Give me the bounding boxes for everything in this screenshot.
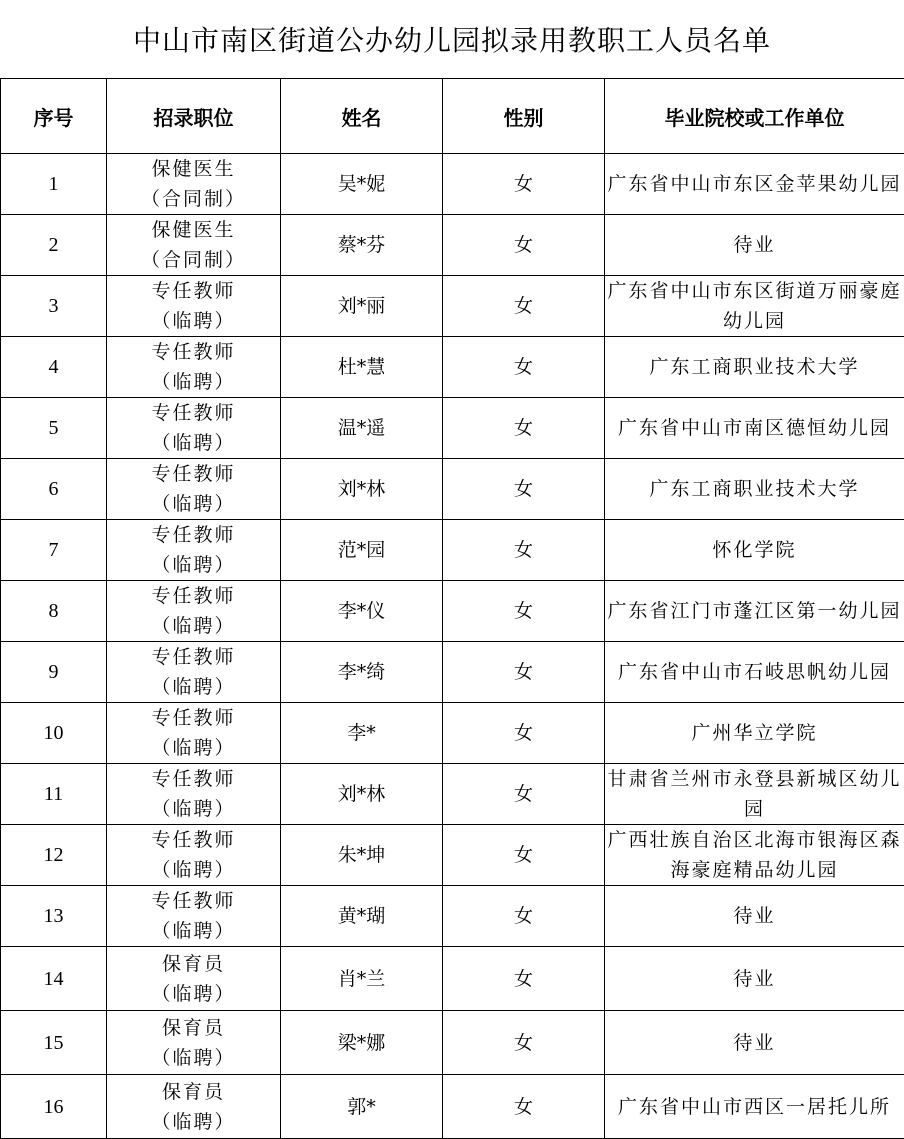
position-cell xyxy=(107,825,281,886)
table-row xyxy=(1,1011,904,1075)
position-title: 专任教师 xyxy=(109,459,278,489)
row-number: 5 xyxy=(1,398,107,459)
person-name: 肖*兰 xyxy=(281,947,443,1011)
contract-type: （临聘） xyxy=(109,306,278,336)
page-title: 中山市南区街道公办幼儿园拟录用教职工人员名单 xyxy=(0,0,904,78)
header-gender: 性别 xyxy=(443,79,605,154)
position-title: 保健医生 xyxy=(109,154,278,184)
person-name: 刘*丽 xyxy=(281,276,443,337)
gender-cell: 女 xyxy=(443,703,605,764)
school-cell: 怀化学院 xyxy=(605,520,904,581)
table-row xyxy=(1,520,904,581)
position-cell xyxy=(107,703,281,764)
position-title: 保育员 xyxy=(109,1013,278,1043)
position-title: 专任教师 xyxy=(109,825,278,855)
school-cell: 广东省江门市蓬江区第一幼儿园 xyxy=(605,581,904,642)
table-row xyxy=(1,215,904,276)
row-number: 6 xyxy=(1,459,107,520)
gender-cell: 女 xyxy=(443,276,605,337)
position-title: 专任教师 xyxy=(109,337,278,367)
position-cell xyxy=(107,520,281,581)
person-name: 杜*慧 xyxy=(281,337,443,398)
table-row xyxy=(1,459,904,520)
row-number: 13 xyxy=(1,886,107,947)
person-name: 梁*娜 xyxy=(281,1011,443,1075)
position-cell xyxy=(107,154,281,215)
contract-type: （合同制） xyxy=(109,184,278,214)
gender-cell: 女 xyxy=(443,947,605,1011)
school-cell: 甘肃省兰州市永登县新城区幼儿园 xyxy=(605,764,904,825)
table-row xyxy=(1,825,904,886)
position-title: 专任教师 xyxy=(109,886,278,916)
gender-cell: 女 xyxy=(443,398,605,459)
position-cell xyxy=(107,581,281,642)
gender-cell: 女 xyxy=(443,642,605,703)
row-number: 7 xyxy=(1,520,107,581)
person-name: 刘*林 xyxy=(281,764,443,825)
header-position: 招录职位 xyxy=(107,79,281,154)
contract-type: （临聘） xyxy=(109,367,278,397)
school-cell: 广东工商职业技术大学 xyxy=(605,337,904,398)
school-cell: 广西壮族自治区北海市银海区森海豪庭精品幼儿园 xyxy=(605,825,904,886)
position-cell xyxy=(107,215,281,276)
school-cell: 广东工商职业技术大学 xyxy=(605,459,904,520)
gender-cell: 女 xyxy=(443,459,605,520)
contract-type: （临聘） xyxy=(109,489,278,519)
position-title: 保健医生 xyxy=(109,215,278,245)
contract-type: （临聘） xyxy=(109,916,278,946)
contract-type: （临聘） xyxy=(109,855,278,885)
position-title: 专任教师 xyxy=(109,581,278,611)
position-cell xyxy=(107,764,281,825)
gender-cell: 女 xyxy=(443,215,605,276)
school-cell: 待业 xyxy=(605,215,904,276)
position-cell xyxy=(107,886,281,947)
staff-table xyxy=(0,78,904,1139)
row-number: 1 xyxy=(1,154,107,215)
position-cell xyxy=(107,947,281,1011)
contract-type: （临聘） xyxy=(109,672,278,702)
person-name: 蔡*芬 xyxy=(281,215,443,276)
table-row xyxy=(1,1075,904,1139)
school-cell: 待业 xyxy=(605,886,904,947)
position-cell xyxy=(107,398,281,459)
table-row xyxy=(1,642,904,703)
gender-cell: 女 xyxy=(443,154,605,215)
position-title: 保育员 xyxy=(109,1077,278,1107)
row-number: 12 xyxy=(1,825,107,886)
position-title: 专任教师 xyxy=(109,642,278,672)
gender-cell: 女 xyxy=(443,886,605,947)
row-number: 14 xyxy=(1,947,107,1011)
gender-cell: 女 xyxy=(443,581,605,642)
table-row xyxy=(1,703,904,764)
contract-type: （临聘） xyxy=(109,550,278,580)
school-cell: 广东省中山市东区街道万丽豪庭幼儿园 xyxy=(605,276,904,337)
person-name: 吴*妮 xyxy=(281,154,443,215)
person-name: 郭* xyxy=(281,1075,443,1139)
table-row xyxy=(1,581,904,642)
contract-type: （临聘） xyxy=(109,1107,278,1137)
contract-type: （临聘） xyxy=(109,1043,278,1073)
header-row xyxy=(1,79,904,154)
header-no: 序号 xyxy=(1,79,107,154)
row-number: 2 xyxy=(1,215,107,276)
school-cell: 广州华立学院 xyxy=(605,703,904,764)
position-title: 专任教师 xyxy=(109,764,278,794)
position-cell xyxy=(107,459,281,520)
contract-type: （临聘） xyxy=(109,794,278,824)
position-cell xyxy=(107,1075,281,1139)
row-number: 9 xyxy=(1,642,107,703)
gender-cell: 女 xyxy=(443,520,605,581)
school-cell: 待业 xyxy=(605,947,904,1011)
gender-cell: 女 xyxy=(443,337,605,398)
row-number: 10 xyxy=(1,703,107,764)
school-cell: 广东省中山市西区一居托儿所 xyxy=(605,1075,904,1139)
gender-cell: 女 xyxy=(443,764,605,825)
position-cell xyxy=(107,276,281,337)
table-row xyxy=(1,398,904,459)
position-cell xyxy=(107,642,281,703)
person-name: 范*园 xyxy=(281,520,443,581)
school-cell: 待业 xyxy=(605,1011,904,1075)
contract-type: （临聘） xyxy=(109,428,278,458)
position-title: 专任教师 xyxy=(109,276,278,306)
gender-cell: 女 xyxy=(443,825,605,886)
row-number: 4 xyxy=(1,337,107,398)
position-title: 专任教师 xyxy=(109,520,278,550)
contract-type: （临聘） xyxy=(109,611,278,641)
contract-type: （临聘） xyxy=(109,979,278,1009)
position-title: 保育员 xyxy=(109,949,278,979)
row-number: 8 xyxy=(1,581,107,642)
row-number: 15 xyxy=(1,1011,107,1075)
person-name: 刘*林 xyxy=(281,459,443,520)
person-name: 李* xyxy=(281,703,443,764)
person-name: 黄*瑚 xyxy=(281,886,443,947)
table-row xyxy=(1,337,904,398)
row-number: 16 xyxy=(1,1075,107,1139)
table-row xyxy=(1,947,904,1011)
school-cell: 广东省中山市南区德恒幼儿园 xyxy=(605,398,904,459)
position-title: 专任教师 xyxy=(109,703,278,733)
position-cell xyxy=(107,1011,281,1075)
header-name: 姓名 xyxy=(281,79,443,154)
person-name: 李*绮 xyxy=(281,642,443,703)
person-name: 李*仪 xyxy=(281,581,443,642)
school-cell: 广东省中山市石岐思帆幼儿园 xyxy=(605,642,904,703)
gender-cell: 女 xyxy=(443,1075,605,1139)
row-number: 3 xyxy=(1,276,107,337)
position-cell xyxy=(107,337,281,398)
gender-cell: 女 xyxy=(443,1011,605,1075)
position-title: 专任教师 xyxy=(109,398,278,428)
school-cell: 广东省中山市东区金苹果幼儿园 xyxy=(605,154,904,215)
person-name: 温*遥 xyxy=(281,398,443,459)
contract-type: （临聘） xyxy=(109,733,278,763)
table-row xyxy=(1,764,904,825)
contract-type: （合同制） xyxy=(109,245,278,275)
header-school: 毕业院校或工作单位 xyxy=(605,79,904,154)
table-row xyxy=(1,276,904,337)
row-number: 11 xyxy=(1,764,107,825)
table-row xyxy=(1,886,904,947)
table-row xyxy=(1,154,904,215)
person-name: 朱*坤 xyxy=(281,825,443,886)
